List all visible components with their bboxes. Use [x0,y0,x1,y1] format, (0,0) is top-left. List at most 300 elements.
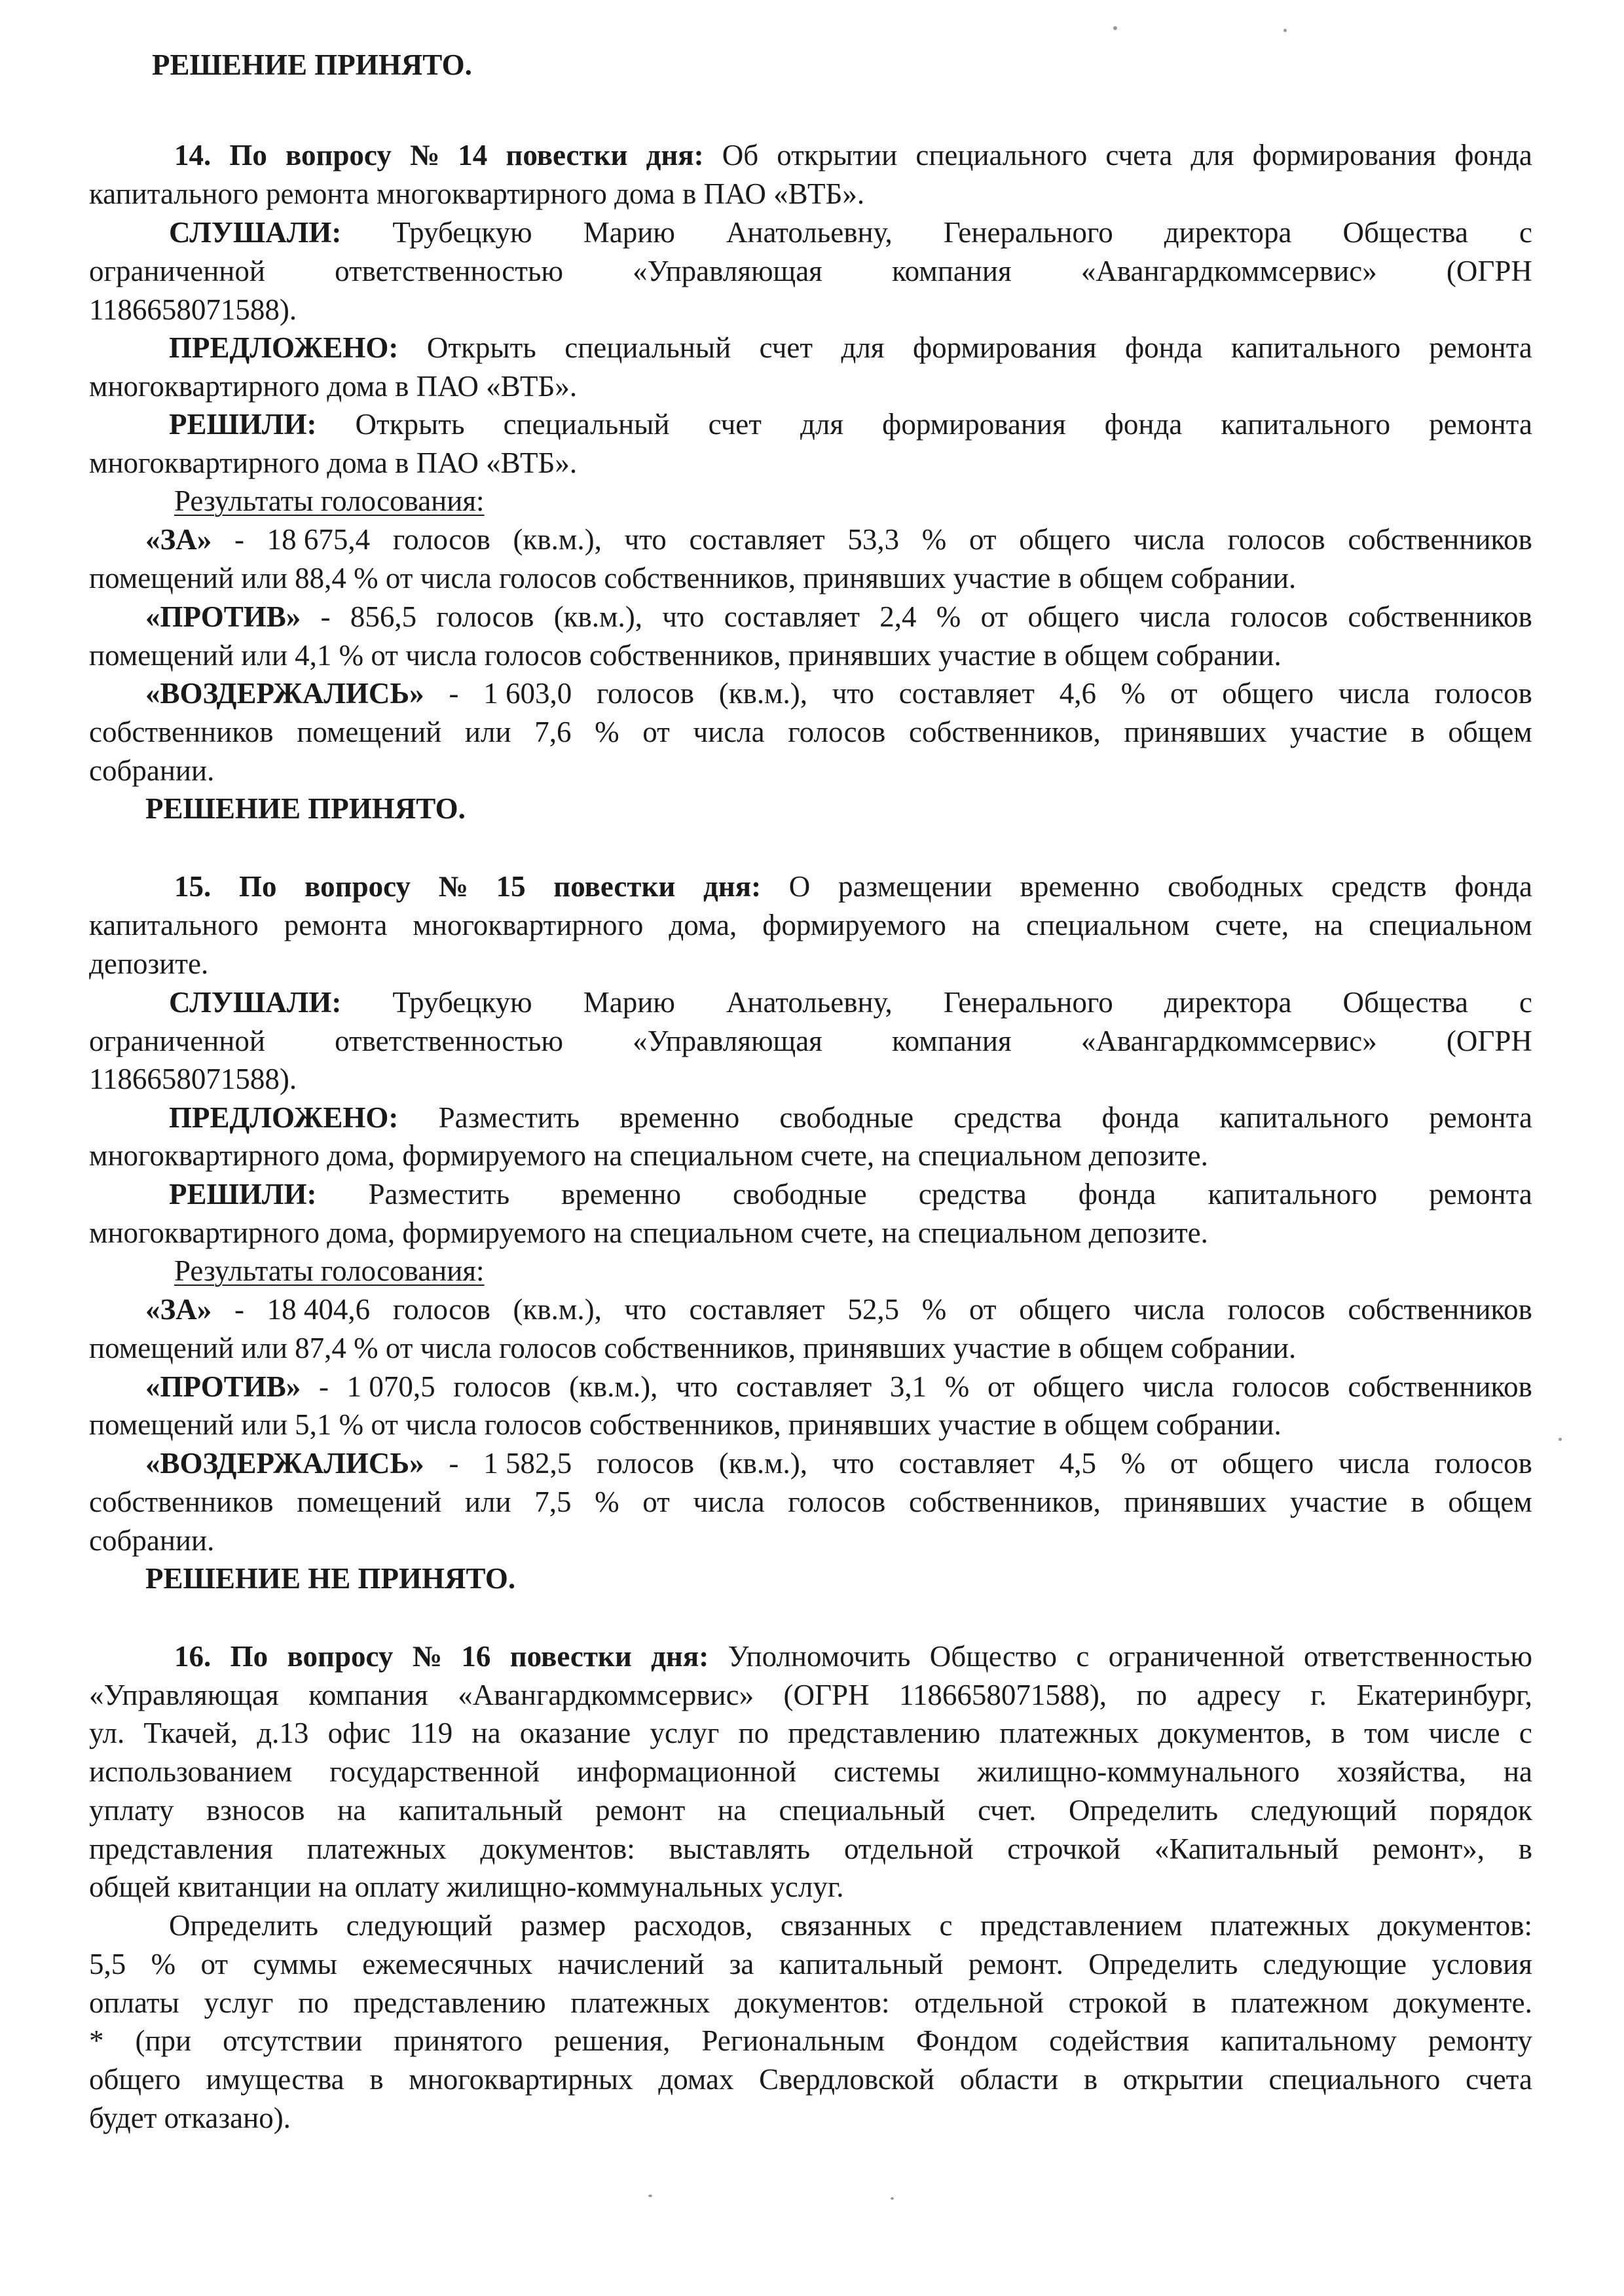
text-line [89,175,1532,213]
text-run: компания [308,1679,428,1711]
text-line [174,1637,1532,1676]
bold-text: ПРЕДЛОЖЕНО: [169,1101,399,1134]
text-run: собственников, [908,1485,1101,1518]
text-run: (ОГРН [783,1679,870,1711]
underlined-text: Результаты голосования: [174,484,485,517]
text-run: 53,3 [847,523,900,556]
text-run: для [1190,139,1234,172]
text-run: числа [1133,1293,1205,1326]
text-run: многоквартирного дома в ПАО «ВТБ». [89,446,578,479]
bold-text: РЕШЕНИЕ ПРИНЯТО. [152,48,472,81]
text-run: капитального [1231,331,1401,364]
text-run: капитальному [1220,2024,1397,2057]
text-run: офис [327,1717,391,1749]
text-run: общего [1222,1447,1314,1480]
scan-speck [648,2195,652,2197]
text-run: директора [1164,986,1292,1019]
text-run: временно [619,1101,740,1134]
text-run: Общества [1342,216,1468,249]
text-line [169,983,1532,1022]
text-run: адресу [1196,1679,1281,1711]
text-run: оказание [519,1717,631,1749]
text-run: 1 070,5 [346,1370,435,1403]
text-run: ответственностью [1304,1640,1532,1673]
text-run: многоквартирного дома, формируемого на специальном счете, на специальном депозите. [89,1139,1208,1172]
bold-text: «ВОЗДЕРЖАЛИСЬ» [145,677,424,710]
text-run: Свердловской [759,2063,935,2096]
text-run: числа [693,1485,765,1518]
text-line [174,867,1532,906]
text-run: ответственностью [335,255,564,287]
text-run: области [959,2063,1059,2096]
text-run: «Авангардкоммсервис» [1080,1025,1377,1057]
text-run: на [971,909,1001,941]
text-run: Ткачей, [143,1717,238,1749]
text-run: от [642,716,670,748]
text-run: Екатеринбург, [1356,1679,1532,1711]
text-run: принявших [1124,716,1267,748]
text-run: общего [1019,1293,1111,1326]
text-line [89,906,1532,945]
bold-text: 16 [461,1640,491,1673]
text-line [89,1676,1532,1715]
bold-text: СЛУШАЛИ: [169,986,342,1019]
bold-text: № [412,1640,442,1673]
text-run: информационной [576,1755,797,1788]
text-run: голосов [1227,1293,1325,1326]
text-line [89,1522,1532,1560]
text-line [89,1945,1532,1984]
text-run: для [800,408,844,441]
text-line [169,213,1532,252]
scan-speck [891,2197,894,2200]
text-run: голосов [1434,1447,1532,1480]
text-run: следующий [1250,1794,1397,1827]
bold-text: повестки [553,870,676,903]
text-run: открытии [777,139,898,172]
text-run: формируемого [762,909,946,941]
text-run: собрании. [89,754,215,787]
text-run: 1186658071588), [898,1679,1107,1711]
text-run: что [832,1447,875,1480]
text-line [145,520,1532,559]
text-run: для [841,331,885,364]
text-run: с [1519,986,1532,1019]
text-run: что [624,523,667,556]
text-run: собственников [1348,600,1532,633]
text-line [89,713,1532,752]
text-run: 1186658071588). [89,293,297,326]
text-run: что [624,1293,667,1326]
text-run: капитального [89,909,259,941]
text-run: помещений или 5,1 % от числа голосов собственников, принявших участие в общем собрании. [89,1408,1282,1441]
text-run: - [234,1293,244,1326]
text-run: 18 675,4 [267,523,371,556]
text-run: счет. [978,1794,1037,1827]
bold-text: 14 [458,139,488,172]
text-run: Анатольевну, [726,986,893,1019]
text-run: на [1503,1755,1532,1788]
text-run: голосов [596,1447,694,1480]
text-run: размещении [838,870,992,903]
bold-text: РЕШИЛИ: [169,408,317,441]
text-run: голосов [1232,1370,1330,1403]
text-line [89,1483,1532,1522]
text-run: 1 603,0 [483,677,572,710]
text-run: домах [658,2063,734,2096]
text-run: уплату [89,1794,174,1827]
text-run: условия [1431,1948,1532,1980]
text-run: Открыть [426,331,536,364]
bold-text: «ЗА» [145,1293,212,1326]
text-run: % [921,523,947,556]
text-run: многоквартирных [409,2063,633,2096]
text-run: средства [918,1178,1027,1211]
text-run: депозите. [89,947,209,980]
text-run: «Авангардкоммсервис» [1080,255,1377,287]
scan-speck [1283,29,1287,32]
text-run: 1186658071588). [89,1063,297,1095]
text-run: % [595,1485,619,1518]
text-run: связанных [781,1909,912,1942]
text-run: участие [1290,716,1388,748]
text-run: числа [1338,1447,1411,1480]
text-run: составляет [689,523,825,556]
text-run: средства [953,1101,1062,1134]
text-run: 7,5 [534,1485,572,1518]
text-run: % [921,1293,947,1326]
text-run: помещений или 88,4 % от числа голосов собственников, принявших участие в общем собрании. [89,562,1297,594]
text-run: капитального [1221,408,1391,441]
text-line [174,1252,1532,1290]
scan-speck [1559,1438,1562,1441]
text-run: ответственностью [335,1025,564,1057]
text-run: фонда [1454,870,1532,903]
text-run: помещений или 4,1 % от числа голосов собственников, принявших участие в общем собрании. [89,639,1282,672]
bold-text: РЕШЕНИЕ НЕ ПРИНЯТО. [145,1562,516,1595]
text-line [145,1368,1532,1406]
text-run: собственников [1348,523,1532,556]
text-run: числа [1139,600,1211,633]
text-line [89,1137,1532,1175]
text-run: будет отказано). [89,2102,291,2134]
text-run: общем [1448,716,1532,748]
bold-text: «ПРОТИВ» [145,600,301,633]
text-run: Общества [1342,986,1468,1019]
text-run: порядок [1429,1794,1532,1827]
text-line [145,598,1532,636]
text-run: собственников [1348,1293,1532,1326]
text-run: от [987,1370,1015,1403]
text-run: принятого [394,2024,523,2057]
text-line [89,1060,1532,1099]
text-run: Анатольевну, [726,216,893,249]
text-run: ограниченной [89,1025,265,1057]
bold-text: вопросу [285,139,392,172]
text-run: Определить [1068,1794,1218,1827]
text-run: капитального [1208,1178,1378,1211]
text-run: с [1519,216,1532,249]
text-run: от [200,1948,229,1980]
bold-text: СЛУШАЛИ: [169,216,342,249]
text-run: от [980,600,1008,633]
text-run: ремонта [1429,408,1532,441]
text-line [145,790,1532,828]
text-run: О [788,870,811,903]
text-run: ремонт», [1373,1832,1485,1865]
text-run: формирования [882,408,1066,441]
text-run: фонда [1078,1178,1156,1211]
text-run: % [944,1370,970,1403]
text-run: Региональным [701,2024,885,2057]
text-run: (ОГРН [1446,255,1532,287]
text-run: платежных [1210,1909,1350,1942]
text-run: фонда [1124,331,1203,364]
text-run: (кв.м.), [553,600,642,633]
text-line [169,1906,1532,1945]
text-run: специального [915,139,1088,172]
text-run: составляет [898,677,1035,710]
text-run: представления [89,1832,273,1865]
text-run: голосов [392,523,490,556]
text-line [89,252,1532,291]
text-run: документов: [480,1832,635,1865]
text-line [89,945,1532,983]
text-run: - [449,677,459,710]
text-run: счете, [1215,909,1289,941]
text-run: % [936,600,961,633]
text-run: следующие [1263,1948,1407,1980]
text-run: - [234,523,244,556]
bold-text: По [230,1640,268,1673]
bold-text: повестки [506,139,628,172]
text-run: размер [520,1909,606,1942]
text-line [145,674,1532,713]
bold-text: дня: [646,139,704,172]
text-run: что [662,600,705,633]
bold-text: РЕШИЛИ: [169,1178,317,1211]
text-run: голосов [596,677,694,710]
bold-text: вопросу [304,870,411,903]
text-run: в [1331,1717,1345,1749]
text-run: помещений или 87,4 % от числа голосов собственников, принявших участие в общем собрании. [89,1332,1297,1364]
text-run: по [738,1717,769,1749]
text-run: собственников, [908,716,1101,748]
text-run: на [717,1794,747,1827]
text-line [89,1984,1532,2022]
text-run: Общество [929,1640,1057,1673]
text-run: числа [1338,677,1411,710]
text-run: общего [1033,1370,1125,1403]
text-run: документе. [1393,1986,1532,2019]
text-run: платежном [1230,1986,1369,2019]
text-line [145,1559,1532,1598]
text-run: * [89,2024,104,2057]
bold-text: № [409,139,440,172]
text-run: или [464,716,511,748]
text-run: 119 [409,1717,453,1749]
text-run: (кв.м.), [569,1370,658,1403]
text-run: по [1136,1679,1168,1711]
text-run: собственников [89,1485,274,1518]
text-run: капитального ремонта многоквартирного дома в ПАО «ВТБ». [89,177,865,210]
scan-speck [1113,26,1117,30]
text-run: системы [833,1755,940,1788]
text-line [169,405,1532,444]
text-run: отсутствии [223,2024,363,2057]
bold-text: вопросу [287,1640,394,1673]
text-run: ремонту [1428,2024,1532,2057]
text-run: средств [1331,870,1427,903]
bold-text: № [438,870,468,903]
text-run: по [298,1986,329,2019]
text-line [169,1175,1532,1214]
text-run: специальном [1369,909,1532,941]
text-line [89,444,1532,483]
text-run: временно [1020,870,1140,903]
text-line [89,2060,1532,2099]
text-run: голосов [788,1485,886,1518]
text-run: числа [1142,1370,1214,1403]
text-line [89,2022,1532,2060]
text-line [89,1791,1532,1830]
text-run: в [369,2063,384,2096]
text-run: собственников [1348,1370,1532,1403]
text-run: специальный [564,331,731,364]
text-run: дома, [669,909,737,941]
text-run: капитального [1219,1101,1390,1134]
text-run: в [1411,716,1425,748]
text-line [89,1329,1532,1368]
text-run: ремонт. [968,1948,1063,1980]
text-run: ежемесячных [362,1948,533,1980]
text-run: голосов [1227,523,1325,556]
text-run: Открыть [355,408,465,441]
text-run: (кв.м.), [718,1447,808,1480]
text-run: ограниченной [1108,1640,1285,1673]
text-run: взносов [206,1794,305,1827]
text-run: (кв.м.), [718,677,808,710]
text-run: общей квитанции на оплату жилищно-коммунальных услуг. [89,1870,844,1903]
text-run: 7,6 [534,716,572,748]
text-run: представлением [980,1909,1183,1942]
text-line [89,1406,1532,1444]
text-run: капитальный [398,1794,563,1827]
text-run: свободные [779,1101,914,1134]
text-line [174,482,1532,520]
text-run: использованием [89,1755,293,1788]
text-run: услуг [650,1717,720,1749]
text-line [89,1022,1532,1061]
text-run: государственной [329,1755,540,1788]
text-run: составляет [898,1447,1035,1480]
text-run: 3,1 [889,1370,927,1403]
text-run: отдельной [914,1986,1044,2019]
text-run: хозяйства, [1337,1755,1467,1788]
text-run: принявших [1124,1485,1267,1518]
text-run: жилищно-коммунального [977,1755,1300,1788]
text-run: от [1170,1447,1198,1480]
text-run: от [642,1485,670,1518]
text-run: Разместить [438,1101,580,1134]
text-run: фонда [1454,139,1532,172]
bold-text: ПРЕДЛОЖЕНО: [169,331,399,364]
text-run: счет [759,331,813,364]
text-line [89,291,1532,329]
bold-text: «ЗА» [145,523,212,556]
text-line [89,1714,1532,1753]
text-run: с [1519,1717,1532,1749]
text-run: 1 582,5 [483,1447,572,1480]
text-run: общего [1222,677,1314,710]
text-run: (кв.м.), [513,523,602,556]
text-run: д.13 [257,1717,309,1749]
text-run: счета [1466,2063,1532,2096]
text-run: Фондом [916,2024,1018,2057]
text-run: документов: [735,1986,890,2019]
text-run: % [1120,677,1146,710]
text-run: числа [1133,523,1205,556]
text-run: общего [89,2063,181,2096]
text-run: документов: [1377,1909,1532,1942]
text-run: общем [1448,1485,1532,1518]
text-run: общего [1027,600,1120,633]
text-run: отдельной [843,1832,974,1865]
bold-text: 15. [174,870,212,903]
text-run: голосов [1230,600,1329,633]
text-run: Определить [1088,1948,1238,1980]
text-run: специальный [503,408,670,441]
text-run: имущества [206,2063,344,2096]
text-run: Марию [583,216,675,249]
text-line [89,559,1532,598]
text-run: % [595,716,619,748]
bold-text: 16. [174,1640,212,1673]
text-line [89,752,1532,790]
text-run: многоквартирного дома, формируемого на специальном счете, на специальном депозите. [89,1216,1208,1249]
text-run: счет [708,408,762,441]
text-line [89,1214,1532,1252]
text-run: помещений [297,1485,442,1518]
text-run: следующий [346,1909,493,1942]
text-run: от [969,1293,997,1326]
text-run: платежных [306,1832,447,1865]
text-run: ремонта [1429,1178,1532,1211]
text-run: на [1314,909,1344,941]
text-run: ограниченной [89,255,265,287]
text-run: ул. [89,1717,125,1749]
text-run: (кв.м.), [513,1293,602,1326]
text-run: том [1364,1717,1410,1749]
text-run: голосов [436,600,534,633]
text-line [169,329,1532,367]
text-run: Об [722,139,759,172]
text-run: Уполномочить [728,1640,911,1673]
text-run: в [1518,1832,1532,1865]
text-run: 2,4 [879,600,917,633]
text-line [152,46,1532,84]
text-line [145,1444,1532,1483]
text-run: 5,5 [89,1948,126,1980]
text-run: решения, [554,2024,671,2057]
text-run: что [676,1370,718,1403]
text-run: ремонта [284,909,388,941]
text-run: составляет [724,600,860,633]
underlined-text: Результаты голосования: [174,1254,485,1287]
text-run: 18 404,6 [267,1293,371,1326]
bold-text: 15 [496,870,526,903]
text-line [89,367,1532,406]
